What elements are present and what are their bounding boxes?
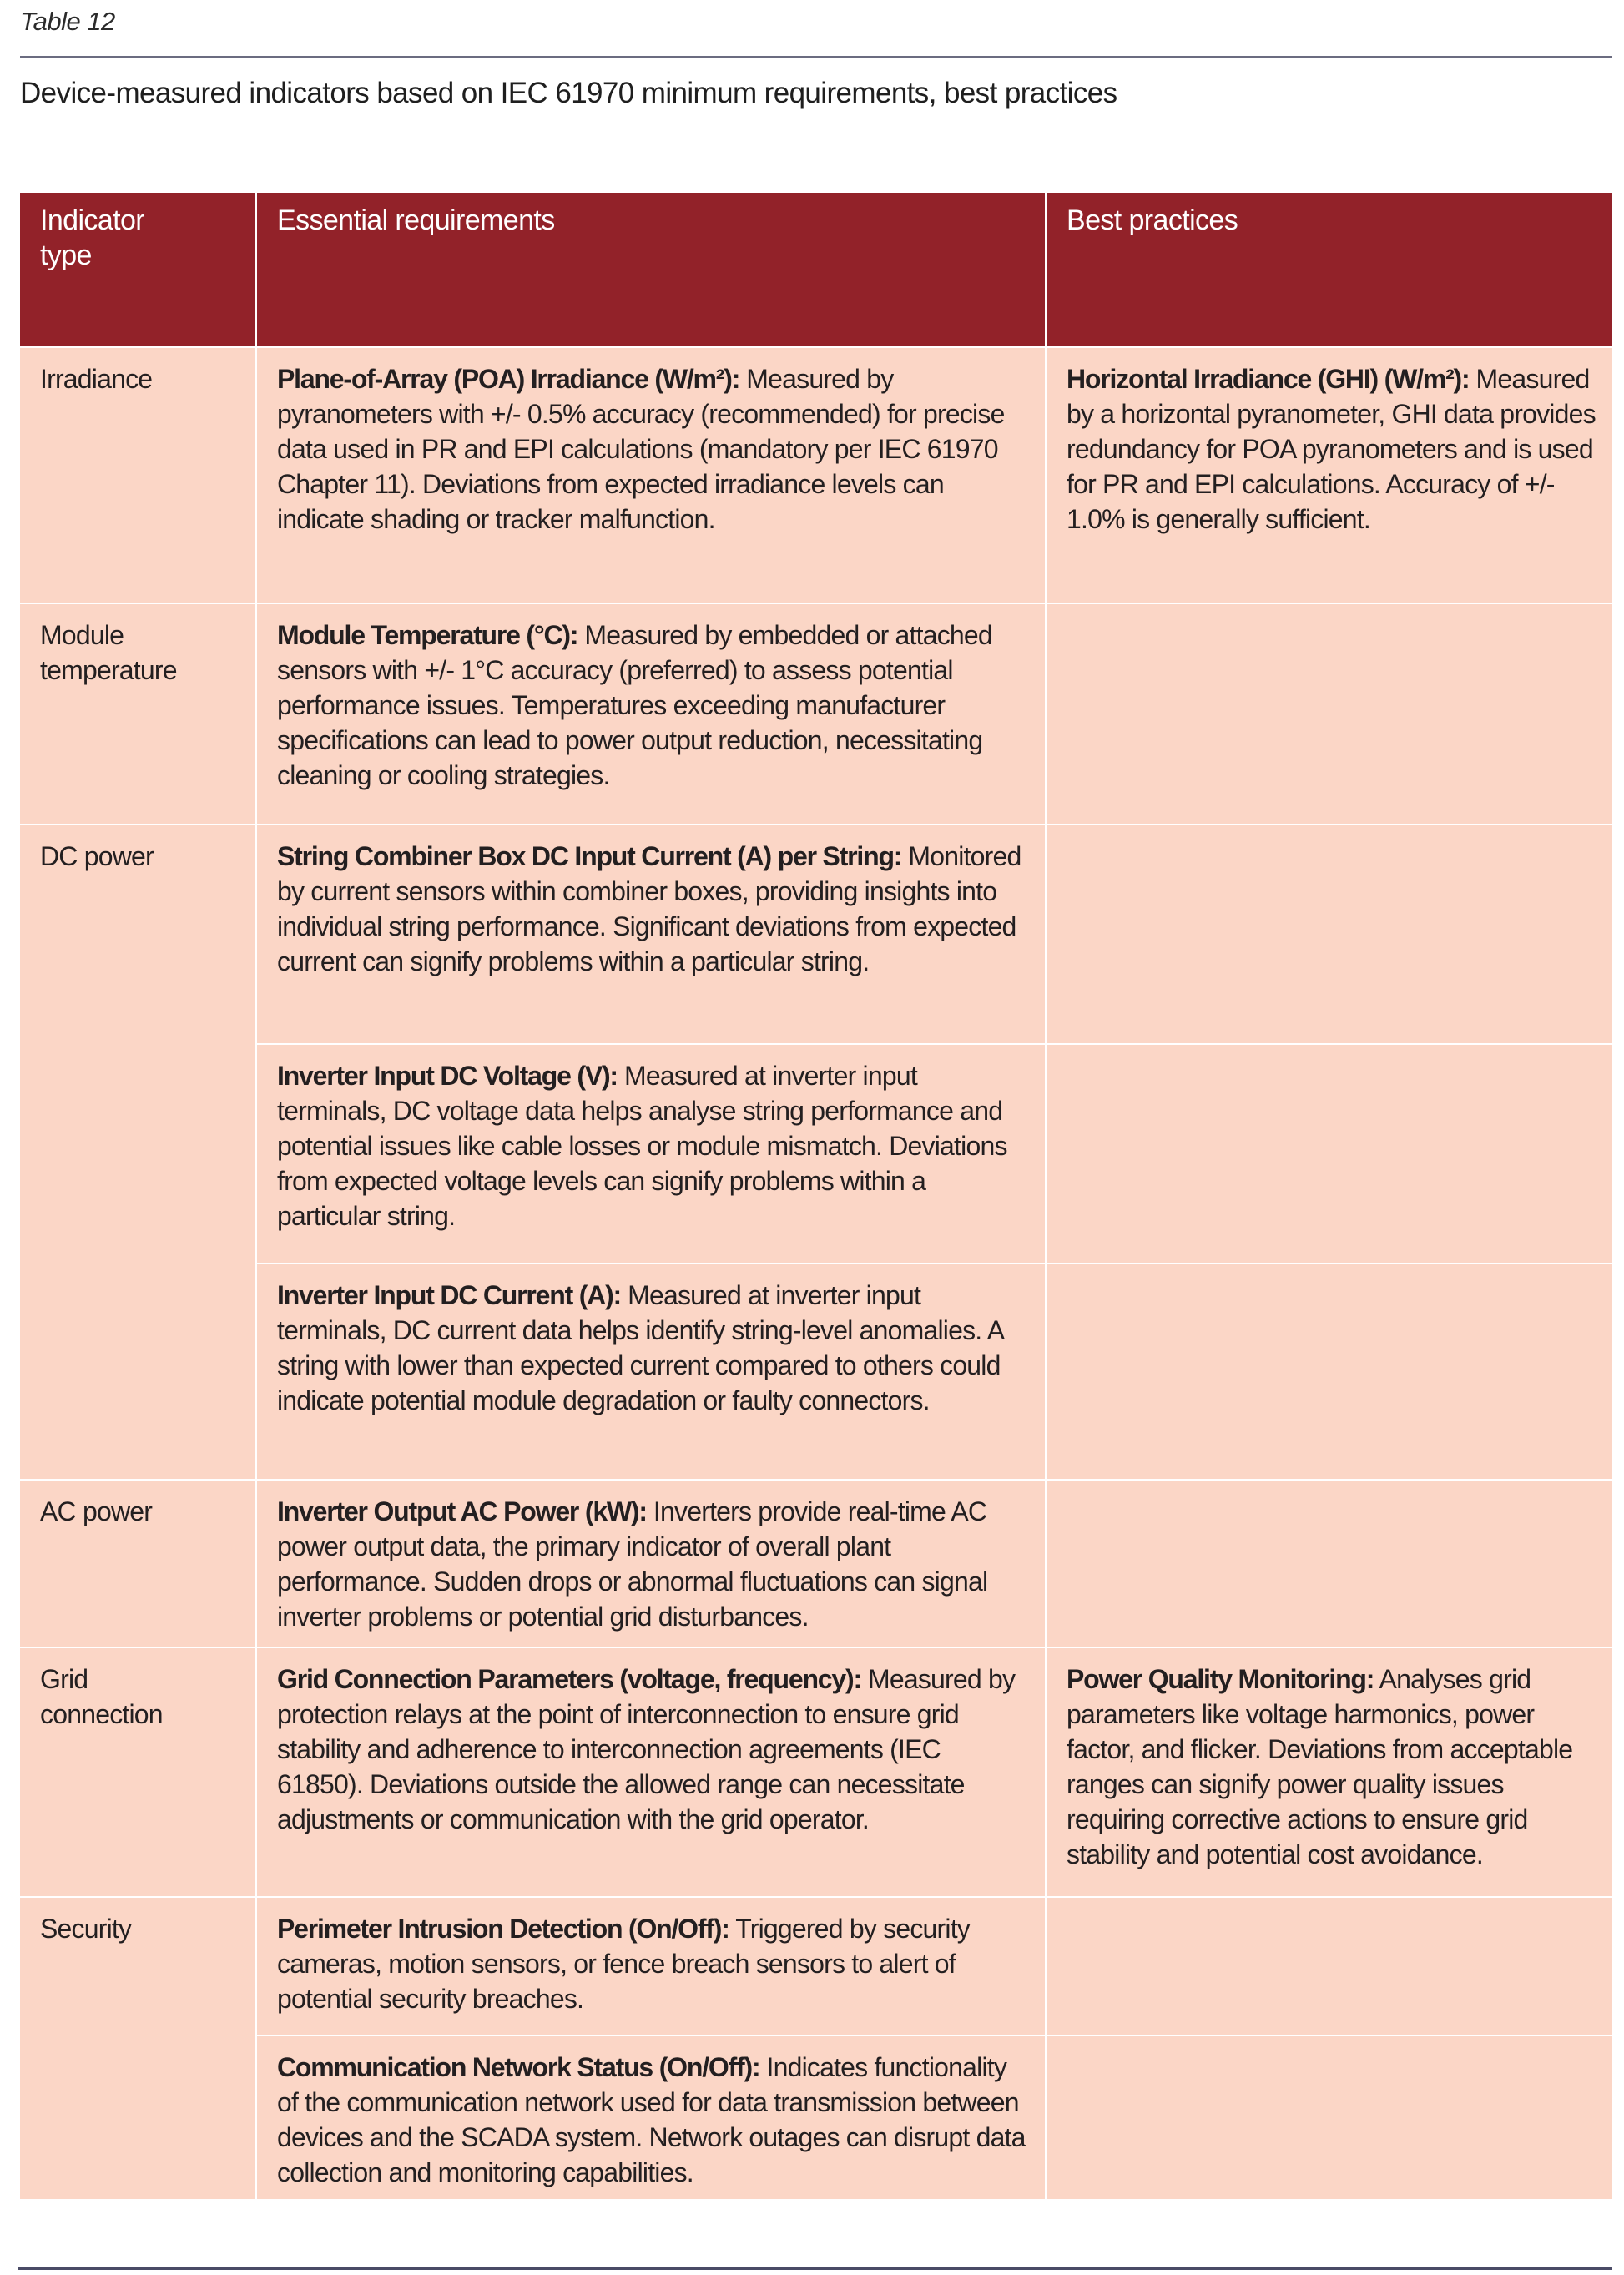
sub-row xyxy=(255,1045,1612,1263)
best-practice-cell-empty xyxy=(1045,2036,1612,2199)
requirement-text: Triggered by security cameras, motion sensors, or fence breach sensors to alert of potential security breaches. xyxy=(277,1914,970,2014)
indicator-type-cell: Grid connection xyxy=(40,1664,163,1729)
best-practice-text: Analyses grid parameters like voltage harmonics, power factor, and flicker. Deviations from acceptable ranges can signify power quality issues requiring corrective actions to ensure grid stability and potential cost avoidance. xyxy=(1067,1664,1573,1869)
best-practice-cell-empty xyxy=(1045,1481,1612,1647)
table-row-grid-connection xyxy=(20,1648,1612,1896)
essential-requirement-cell xyxy=(255,825,1045,1043)
indicator-type-cell: Irradiance xyxy=(40,364,153,394)
requirement-text: Measured by protection relays at the point of interconnection to ensure grid stability and adherence to interconnection agreements (IEC 61850). Deviations outside the allowed range can necessitate adjustments or communication with the grid operator. xyxy=(277,1664,1016,1834)
requirement-term: Communication Network Status (On/Off): xyxy=(277,2052,760,2082)
best-practice-cell-empty xyxy=(1045,1898,1612,2035)
essential-requirement-cell xyxy=(255,604,1045,824)
essential-requirement-cell xyxy=(255,1648,1045,1896)
requirement-term: Plane-of-Array (POA) Irradiance (W/m²): xyxy=(277,364,740,394)
table-row-module-temperature xyxy=(20,604,1612,824)
requirement-text: Indicates functionality of the communication network used for data transmission between devices and the SCADA system. Network outages can disrupt data collection and monitoring capabilities. xyxy=(277,2052,1026,2187)
requirement-term: Inverter Output AC Power (kW): xyxy=(277,1496,647,1526)
requirement-text: Measured by embedded or attached sensors with +/- 1°C accuracy (preferred) to assess potential performance issues. Temperatures exceeding manufacturer specifications can lead to power output reduction, necessitating cleaning or cooling strategies. xyxy=(277,620,992,790)
indicator-type-cell: Module temperature xyxy=(40,620,177,685)
table-title: Device-measured indicators based on IEC 61970 minimum requirements, best practices xyxy=(20,77,1117,109)
table-row-dc-power xyxy=(20,825,1612,1479)
header-essential-requirements: Essential requirements xyxy=(255,193,1045,346)
table-row-security xyxy=(20,1898,1612,2199)
dc-power-subrows xyxy=(255,825,1612,1479)
best-practice-cell xyxy=(1045,348,1612,603)
header-best-practices: Best practices xyxy=(1045,193,1612,346)
table-header-row xyxy=(20,193,1612,346)
best-practice-cell-empty xyxy=(1045,1045,1612,1263)
bottom-divider xyxy=(18,2267,1612,2270)
essential-requirement-cell xyxy=(255,1898,1045,2035)
sub-row xyxy=(255,2036,1612,2199)
best-practice-term: Horizontal Irradiance (GHI) (W/m²): xyxy=(1067,364,1470,394)
requirement-text: Measured at inverter input terminals, DC voltage data helps analyse string performance and potential issues like cable losses or module mismatch. Deviations from expected voltage levels can signify problems within a particular string. xyxy=(277,1061,1007,1231)
essential-requirement-cell xyxy=(255,1481,1045,1647)
requirement-text: Monitored by current sensors within combiner boxes, providing insights into individual string performance. Significant deviations from expected current can signify problems within a particular string. xyxy=(277,841,1021,976)
table-row-ac-power xyxy=(20,1481,1612,1647)
requirement-text: Measured by pyranometers with +/- 0.5% accuracy (recommended) for precise data used in PR and EPI calculations (mandatory per IEC 61970 Chapter 11). Deviations from expected irradiance levels can indicate shading or tracker malfunction. xyxy=(277,364,1005,534)
security-subrows xyxy=(255,1898,1612,2199)
essential-requirement-cell xyxy=(255,1264,1045,1479)
essential-requirement-cell xyxy=(255,2036,1045,2199)
requirement-term: Perimeter Intrusion Detection (On/Off): xyxy=(277,1914,729,1944)
best-practice-cell-empty xyxy=(1045,825,1612,1043)
indicators-table xyxy=(20,193,1612,2199)
requirement-term: Inverter Input DC Current (A): xyxy=(277,1280,622,1310)
best-practice-text: Measured by a horizontal pyranometer, GHI data provides redundancy for POA pyranometers and is used for PR and EPI calculations. Accuracy of +/- 1.0% is generally sufficient. xyxy=(1067,364,1596,534)
requirement-term: Module Temperature (°C): xyxy=(277,620,578,650)
table-row-irradiance xyxy=(20,348,1612,603)
requirement-text: Inverters provide real-time AC power output data, the primary indicator of overall plant performance. Sudden drops or abnormal fluctuations can signal inverter problems or potential grid disturbances. xyxy=(277,1496,988,1632)
sub-row xyxy=(255,1264,1612,1479)
indicator-type-cell: DC power xyxy=(40,841,154,871)
indicator-type-cell: Security xyxy=(40,1914,132,1944)
requirement-term: Grid Connection Parameters (voltage, frequency): xyxy=(277,1664,861,1694)
best-practice-cell xyxy=(1045,1648,1612,1896)
essential-requirement-cell xyxy=(255,348,1045,603)
indicator-type-cell: AC power xyxy=(40,1496,153,1526)
sub-row xyxy=(255,1898,1612,2035)
best-practice-term: Power Quality Monitoring: xyxy=(1067,1664,1374,1694)
essential-requirement-cell xyxy=(255,1045,1045,1263)
header-indicator-type: Indicator type xyxy=(40,204,145,271)
requirement-text: Measured at inverter input terminals, DC current data helps identify string-level anomalies. A string with lower than expected current compared to others could indicate potential module degradation or faulty connectors. xyxy=(277,1280,1003,1415)
best-practice-cell-empty xyxy=(1045,1264,1612,1479)
best-practice-cell-empty xyxy=(1045,604,1612,824)
requirement-term: String Combiner Box DC Input Current (A) per String: xyxy=(277,841,902,871)
sub-row xyxy=(255,825,1612,1043)
table-caption: Table 12 xyxy=(20,7,115,36)
top-divider xyxy=(20,56,1612,58)
requirement-term: Inverter Input DC Voltage (V): xyxy=(277,1061,618,1091)
